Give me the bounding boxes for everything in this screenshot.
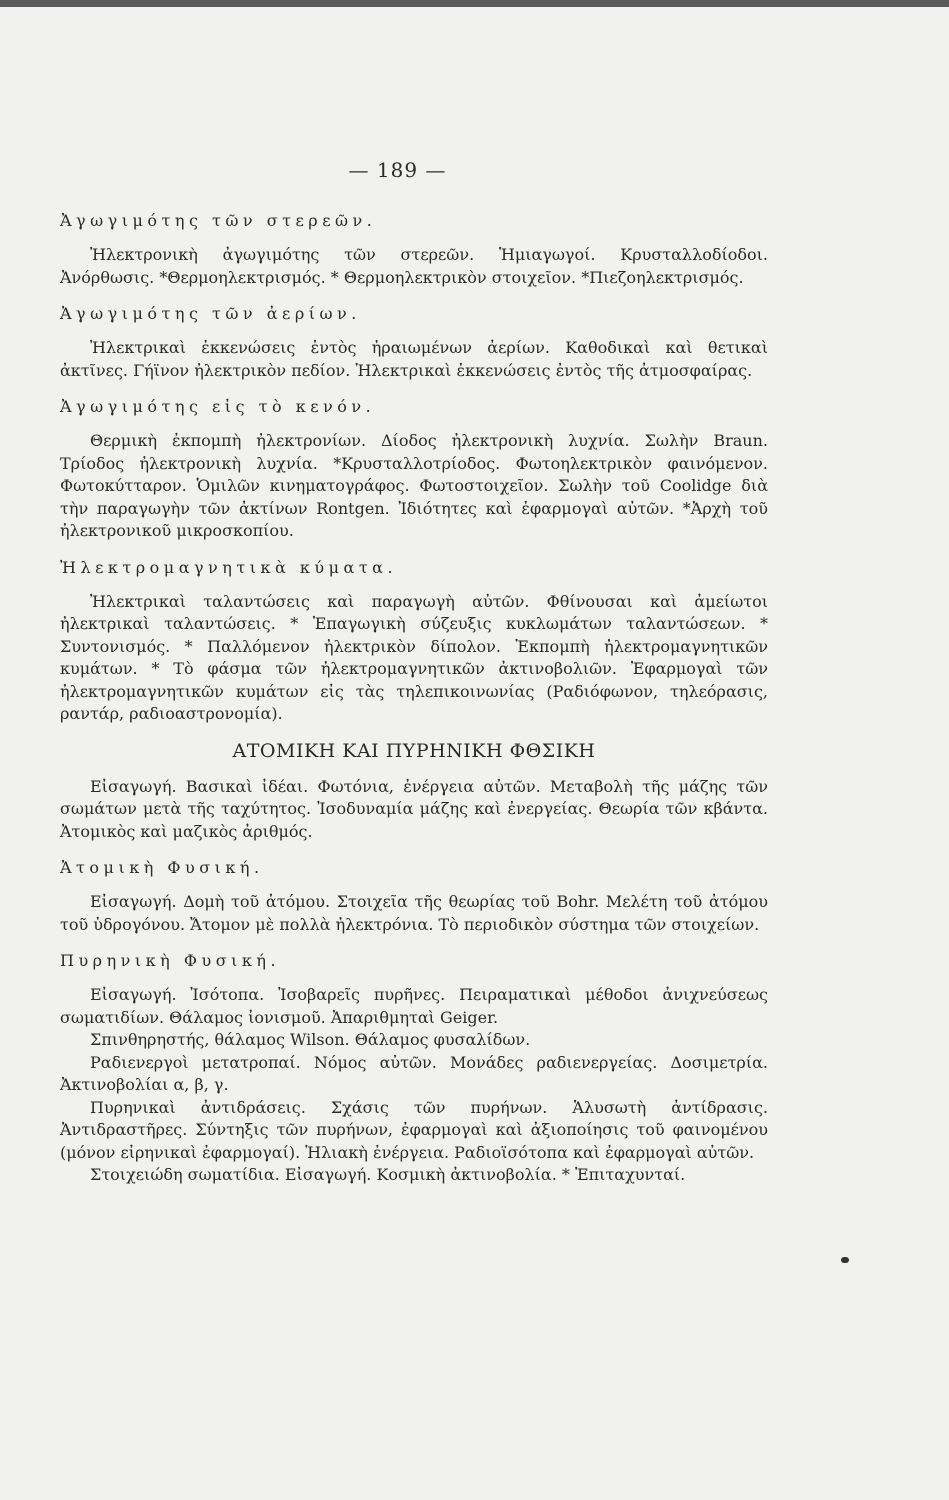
paragraph-nuclear-1: Εἰσαγωγή. Ἰσότοπα. Ἰσοβαρεῖς πυρῆνες. Πειραματικαὶ μέθοδοι ἀνιχνεύσεως σωματιδίων. Θάλαμος ἰονισμοῦ. Ἀπαριθμηταὶ Geiger. (60, 985, 768, 1027)
paragraph-nuclear-4: Πυρηνικαὶ ἀντιδράσεις. Σχάσις τῶν πυρήνων. Ἁλυσωτὴ ἀντίδρασις. Ἀντιδραστῆρες. Σύντηξις τῶν πυρήνων, ἐφαρμογαὶ καὶ ἀξιοποίησις τοῦ φαινομένου (μόνον εἰρηνικαὶ ἐφαρμογαί). Ἡλιακὴ ἐνέργεια. Ραδιοϊσότοπα καὶ ἐφαρμογαὶ αὐτῶν. (60, 1097, 768, 1162)
paragraph-nuclear-2: Σπινθηρηστής, θάλαμος Wilson. Θάλαμος φυσαλίδων. (90, 1030, 531, 1049)
paragraph-solids: Ἠλεκτρονικὴ ἀγωγιμότης τῶν στερεῶν. Ἡμιαγωγοί. Κρυσταλλοδίοδοι. Ἀνόρθωσις. *Θερμοηλεκτρισμός. * Θερμοηλεκτρικὸν στοιχεῖον. *Πιεζοηλεκτρισμός. (60, 245, 768, 287)
paragraph-atomic-physics: Εἰσαγωγή. Δομὴ τοῦ ἀτόμου. Στοιχεῖα τῆς θεωρίας τοῦ Bohr. Μελέτη τοῦ ἀτόμου τοῦ ὑδρογόνου. Ἄτομον μὲ πολλὰ ἠλεκτρόνια. Τὸ περιοδικὸν σύστημα τῶν στοιχείων. (60, 892, 768, 934)
paragraph-introduction: Εἰσαγωγή. Βασικαὶ ἰδέαι. Φωτόνια, ἐνέργεια αὐτῶν. Μεταβολὴ τῆς μάζης τῶν σωμάτων μετὰ τῆς ταχύτητος. Ἰσοδυναμία μάζης καὶ ἐνεργείας. Θεωρία τῶν κβάντα. Ἀτομικὸς καὶ μαζικὸς ἀριθμός. (60, 776, 768, 841)
page-body (60, 210, 768, 1187)
section-title-em-waves: Ἠλεκτρομαγνητικὰ κύματα. (60, 557, 398, 577)
section-title-solids: Ἀγωγιμότης τῶν στερεῶν. (60, 211, 377, 230)
paragraph-em-waves: Ἠλεκτρικαὶ ταλαντώσεις καὶ παραγωγὴ αὐτῶν. Φθίνουσαι καὶ ἀμείωτοι ἠλεκτρικαὶ ταλαντώσεις. * Ἐπαγωγικὴ σύζευξις κυκλωμάτων ταλαντώσεων. * Συντονισμός. * Παλλόμενον ἠλεκτρικὸν δίπολον. Ἐκπομπὴ ἠλεκτρομαγνητικῶν κυμάτων. * Τὸ φάσμα τῶν ἠλεκτρομαγνητικῶν ἀκτινοβολιῶν. Ἐφαρμογαὶ τῶν ἠλεκτρομαγνητικῶν κυμάτων εἰς τὰς τηλεπικοινωνίας (Ραδιόφωνον, τηλεόρασις, ραντάρ, ραδιοαστρονομία). (60, 591, 768, 723)
paragraph-gases: Ἠλεκτρικαὶ ἐκκενώσεις ἐντὸς ἠραιωμένων ἀερίων. Καθοδικαὶ καὶ θετικαὶ ἀκτῖνες. Γήϊνον ἠλεκτρικὸν πεδίον. Ἠλεκτρικαὶ ἐκκενώσεις ἐντὸς τῆς ἀτμοσφαίρας. (60, 338, 768, 380)
paragraph-vacuum: Θερμικὴ ἐκπομπὴ ἠλεκτρονίων. Δίοδος ἠλεκτρονικὴ λυχνία. Σωλὴν Braun. Τρίοδος ἠλεκτρονικὴ λυχνία. *Κρυσταλλοτρίοδος. Φωτοηλεκτρικὸν φαινόμενον. Φωτοκύτταρον. Ὁμιλῶν κινηματογράφος. Φωτοστοιχεῖον. Σωλὴν τοῦ Coolidge διὰ τὴν παραγωγὴν τῶν ἀκτίνων Rontgen. Ἰδιότητες καὶ ἐφαρμογαὶ αὐτῶν. *Ἀρχὴ τοῦ ἠλεκτρονικοῦ μικροσκοπίου. (60, 431, 768, 540)
paragraph-nuclear-3: Ραδιενεργοὶ μετατροπαί. Νόμος αὐτῶν. Μονάδες ραδιενεργείας. Δοσιμετρία. Ἀκτινοβολίαι α, β, γ. (60, 1052, 768, 1094)
paragraph-nuclear-5: Στοιχειώδη σωματίδια. Εἰσαγωγή. Κοσμικὴ ἀκτινοβολία. * Ἐπιταχυνταί. (90, 1165, 686, 1184)
section-title-nuclear-physics: Πυρηνικὴ Φυσική. (60, 951, 281, 970)
section-title-atomic-physics: Ἀτομικὴ Φυσική. (60, 858, 264, 877)
ink-mark (841, 1257, 849, 1263)
main-heading-atomic-nuclear: ΑΤΟΜΙΚΗ ΚΑΙ ΠΥΡΗΝΙΚΗ ΦΘΣΙΚΗ (232, 739, 596, 762)
scan-top-edge (0, 0, 949, 7)
section-title-vacuum: Ἀγωγιμότης εἰς τὸ κενόν. (60, 397, 376, 416)
page-number: — 189 — (348, 158, 447, 182)
section-title-gases: Ἀγωγιμότης τῶν ἀερίων. (60, 304, 361, 323)
